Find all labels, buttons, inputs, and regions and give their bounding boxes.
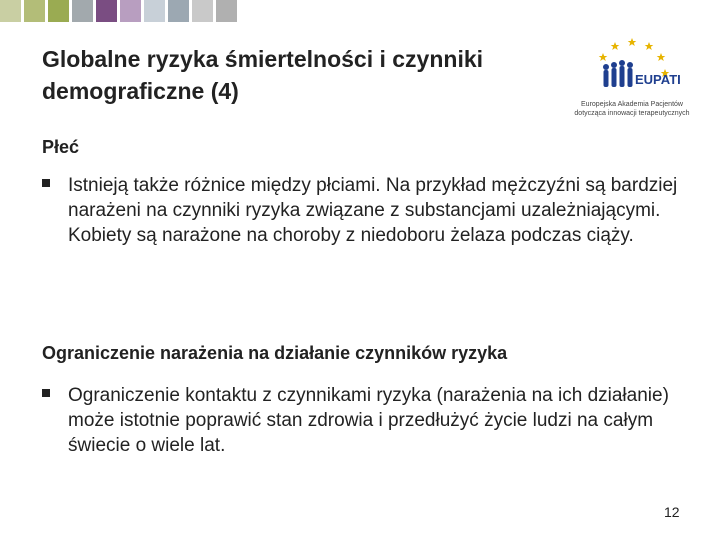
page-number: 12 [664,504,680,520]
color-square [96,0,117,22]
bullet-item [42,383,682,458]
bullet-item [42,173,682,248]
color-square [48,0,69,22]
color-square [144,0,165,22]
bullet-marker-icon [42,179,50,187]
bullet-marker-icon [42,389,50,397]
color-square [0,0,21,22]
color-square [192,0,213,22]
section-heading-exposure-reduction: Ograniczenie narażenia na działanie czynników ryzyka [42,343,508,363]
bullet-text: Istnieją także różnice między płciami. Na przykład mężczyźni są bardziej narażeni na czynniki ryzyka związane z substancjami uzależniającymi. Kobiety są narażone na choroby z niedoboru żelaza podczas ciąży. [68,175,678,246]
logo-wordmark: EUPATI [635,72,681,87]
slide-title: Globalne ryzyka śmiertelności i czynniki demograficzne (4) [42,46,484,104]
color-square [72,0,93,22]
color-square [120,0,141,22]
eupati-logo-icon [577,36,687,98]
bullet-text: Ograniczenie kontaktu z czynnikami ryzyka (narażenia na ich działanie) może istotnie poprawić stan zdrowia i przedłużyć życie ludzi na całym świecie o wiele lat. [68,385,669,456]
color-square [168,0,189,22]
logo-caption: Europejska Akademia Pacjentów dotycząca innowacji terapeutycznych [574,101,690,117]
section-heading-gender: Płeć [42,137,80,157]
color-square [216,0,237,22]
color-square [24,0,45,22]
decorative-color-bar [0,0,720,22]
eupati-logo [572,36,692,118]
